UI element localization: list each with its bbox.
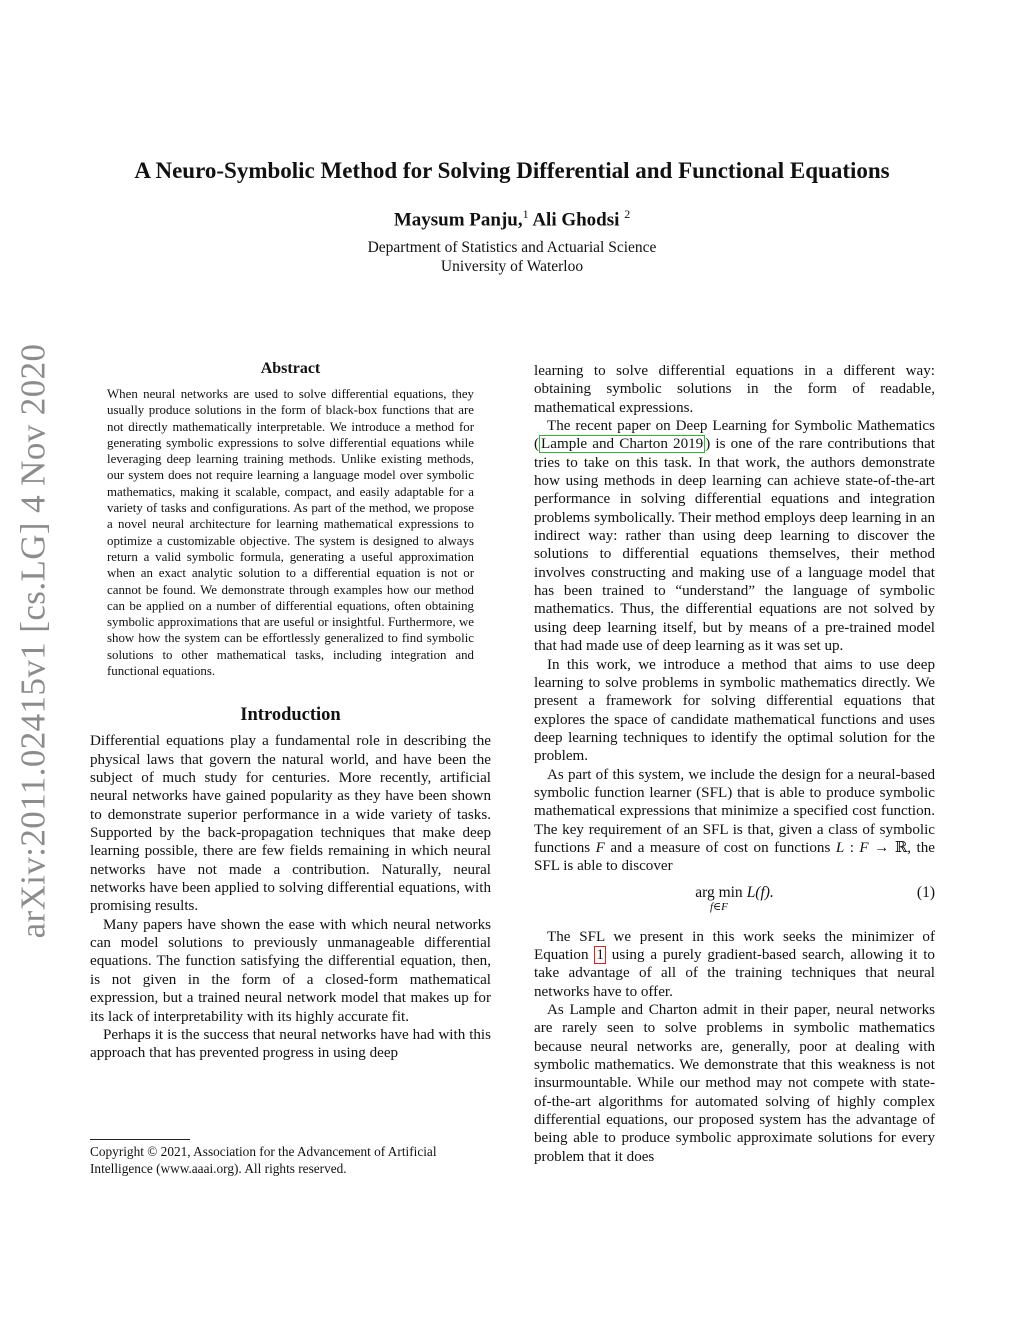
- right-paragraph-4: [534, 766, 935, 876]
- arxiv-stamp[interactable]: arXiv:2011.02415v1 [cs.LG] 4 Nov 2020: [13, 343, 52, 939]
- paper-title: A Neuro-Symbolic Method for Solving Differential and Functional Equations: [134, 158, 890, 183]
- intro-paragraph-3: Perhaps it is the success that neural networks have had with this approach that has prevented progress in using deep: [90, 1026, 491, 1062]
- p5-text-before: The SFL we present in this work seeks the minimizer of Equation: [534, 928, 935, 963]
- introduction-heading: Introduction: [240, 705, 341, 726]
- authors: [200, 207, 824, 231]
- copyright-footnote: Copyright © 2021, Association for the Advancement of Artificial Intelligence (www.aaai.org). All rights reserved.: [90, 1144, 437, 1176]
- right-paragraph-3: In this work, we introduce a method that aims to use deep learning to solve problems in symbolic mathematics directly. We present a framework for solving differential equations that explores the space of candidate mathematical functions and uses deep learning techniques to identify the optimal solution for the problem.: [534, 656, 935, 765]
- affiliation-line-2: University of Waterloo: [440, 258, 584, 275]
- p4-math-F: F: [595, 839, 605, 856]
- affiliation-line-1: Department of Statistics and Actuarial Science: [367, 239, 657, 256]
- citation-lample-charton-link[interactable]: Lample and Charton 2019: [541, 436, 704, 453]
- abstract-heading: Abstract: [260, 360, 321, 377]
- p2-text-before: The recent paper on Deep Learning for Symbolic Mathematics (: [534, 418, 935, 453]
- p4-text-c: :: [844, 839, 860, 856]
- p4-math-F2: F: [859, 839, 869, 856]
- equation-body: [695, 884, 774, 918]
- equation-number: (1): [916, 883, 935, 901]
- equation-subscript: f∈F: [709, 900, 728, 913]
- right-paragraph-1: learning to solve differential equations in a different way: obtaining symbolic solutions in the form of readable, mathematical expressions.: [534, 363, 935, 416]
- p5-text-after: using a purely gradient-based search, allowing it to take advantage of all of the training techniques that neural networks have to offer.: [534, 946, 935, 1000]
- right-paragraph-2: [534, 417, 935, 655]
- equation-reference-link[interactable]: 1: [596, 946, 604, 963]
- left-column: [90, 360, 491, 1063]
- right-paragraph-5: [534, 928, 935, 1001]
- equation-expression: L(f).: [746, 883, 774, 901]
- arxiv-stamp-container: [2, 343, 64, 939]
- author-1: Maysum Panju,: [393, 209, 523, 231]
- p4-text-d: → ℝ, the SFL is able to discover: [534, 839, 935, 875]
- footnote-divider: [90, 1139, 190, 1140]
- author-2: Ali Ghodsi: [532, 209, 620, 231]
- p4-text-b: and a measure of cost on functions: [604, 839, 836, 856]
- intro-paragraph-1: Differential equations play a fundamental role in describing the physical laws that govern the natural world, and have been the subject of much study for centuries. More recently, artificial neural networks have gained popularity as they have been shown to demonstrate superior performance in a wide variety of tasks. Supported by the back-propagation techniques that make deep learning possible, there are few fields remaining in which neural networks have not made a contribution. Naturally, neural networks have been applied to solving differential equations, with promising results.: [90, 733, 491, 915]
- p4-text-a: As part of this system, we include the design for a neural-based symbolic function learner (SFL) that is able to produce symbolic mathematical expressions that minimize a specified cost function. The key requirement of an SFL is that, given a class of symbolic functions: [534, 766, 935, 856]
- author-1-sup: 1: [522, 207, 529, 221]
- equation-argmin: arg min: [695, 883, 743, 901]
- author-2-sup: 2: [624, 207, 631, 221]
- right-column: [534, 362, 935, 1166]
- abstract-text: When neural networks are used to solve differential equations, they usually produce solutions in the form of black-box functions that are not directly mathematically interpretable. We introduce a method for generating symbolic expressions to solve differential equations while leveraging deep learning training methods. Unlike existing methods, our system does not require learning a language model over symbolic mathematics, making it scalable, compact, and easily adaptable for a variety of tasks and configurations. As part of the method, we propose a novel neural architecture for learning mathematical expressions to optimize a customizable objective. The system is designed to always return a valid symbolic formula, generating a useful approximation when an exact analytic solution to a differential equation is not or cannot be found. We demonstrate through examples how our method can be applied on a number of differential equations, often obtaining symbolic approximations that are useful or insightful. Furthermore, we show how the system can be effortlessly generalized to find symbolic solutions to other mathematical tasks, including integration and functional equations.: [107, 387, 474, 679]
- equation-1: [534, 884, 935, 918]
- intro-paragraph-2: Many papers have shown the ease with which neural networks can model solutions to previously unmanageable differential equations. The function satisfying the differential equation, then, is not given in the form of a closed-form mathematical expression, but a trained neural network model that makes up for its lack of interpretability with its highly accurate fit.: [90, 916, 491, 1025]
- p4-math-L: L: [835, 839, 845, 856]
- affiliation: [200, 238, 824, 276]
- p2-text-after: ) is one of the rare contributions that tries to take on this task. In that work, the authors demonstrate how using methods in deep learning can achieve state-of-the-art performance in solving differential equations and integration problems symbolically. Their method employs deep learning in an indirect way: rather than using deep learning to discover the solutions to differential equations themselves, their method involves constructing and making use of a language model that has been trained to “understand” the language of symbolic mathematics. Thus, the differential equations are not solved by using deep learning itself, but by means of a pre-trained model that had made use of deep learning as it was set up.: [534, 436, 936, 655]
- right-paragraph-6: As Lample and Charton admit in their paper, neural networks are rarely seen to solve problems in symbolic mathematics because neural networks are, generally, poor at dealing with symbolic mathematics. We demonstrate that this weakness is not insurmountable. While our method may not compete with state-of-the-art algorithms for automated solving of highly complex differential equations, our proposed system has the advantage of being able to produce symbolic approximate solutions for every problem that it does: [534, 1002, 935, 1165]
- argmin-block: [695, 883, 743, 914]
